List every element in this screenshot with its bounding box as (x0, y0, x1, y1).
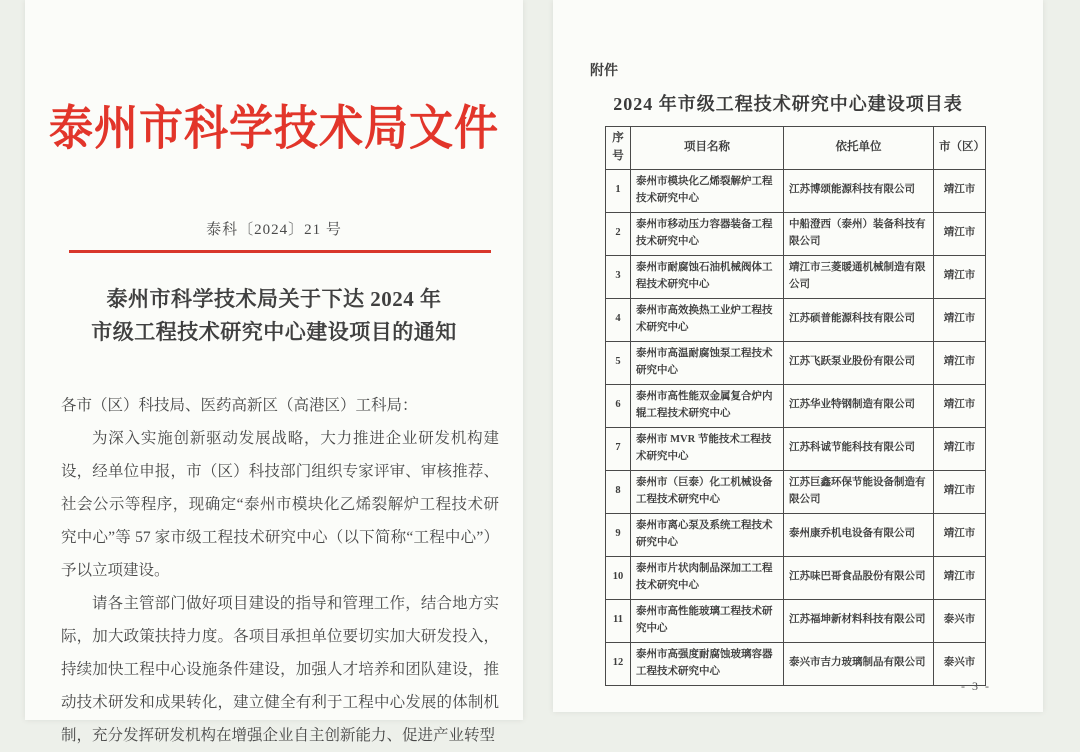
document-body (61, 389, 499, 752)
district: 靖江市 (934, 212, 986, 255)
host-unit: 中船澄西（泰州）装备科技有限公司 (784, 212, 934, 255)
table-row (606, 513, 986, 556)
table-row (606, 427, 986, 470)
host-unit: 江苏福坤新材料科技有限公司 (784, 599, 934, 642)
row-number: 5 (606, 341, 631, 384)
attachment-label: 附件 (590, 64, 618, 79)
row-number: 3 (606, 255, 631, 298)
host-unit: 江苏博颂能源科技有限公司 (784, 169, 934, 212)
document-number: 泰科〔2024〕21 号 (206, 222, 342, 238)
table-row (606, 169, 986, 212)
district: 靖江市 (934, 298, 986, 341)
page-number: - 3 - (961, 679, 991, 693)
projects-table (605, 126, 986, 686)
project-name: 泰州市移动压力容器装备工程技术研究中心 (631, 212, 784, 255)
body-paragraph-2: 请各主管部门做好项目建设的指导和管理工作，结合地方实际，加大政策扶持力度。各项目承担单位要切实加大研发投入，持续加快工程中心设施条件建设，加强人才培养和团队建设，推动技术研发和成果转化，建立健全有利于工程中心发展的体制机制，充分发挥研发机构在增强企业自主创新能力、促进产业转型 (61, 595, 499, 744)
table-row (606, 556, 986, 599)
district: 靖江市 (934, 341, 986, 384)
district: 靖江市 (934, 255, 986, 298)
host-unit: 江苏味巴哥食品股份有限公司 (784, 556, 934, 599)
row-number: 6 (606, 384, 631, 427)
district: 靖江市 (934, 384, 986, 427)
table-title: 2024 年市级工程技术研究中心建设项目表 (613, 94, 963, 114)
row-number: 8 (606, 470, 631, 513)
table-row (606, 642, 986, 685)
project-name: 泰州市高温耐腐蚀泵工程技术研究中心 (631, 341, 784, 384)
header-host-unit: 依托单位 (784, 127, 934, 170)
host-unit: 江苏华业特钢制造有限公司 (784, 384, 934, 427)
host-unit: 江苏硕普能源科技有限公司 (784, 298, 934, 341)
project-name: 泰州市 MVR 节能技术工程技术研究中心 (631, 427, 784, 470)
district: 泰兴市 (934, 642, 986, 685)
project-name: 泰州市离心泵及系统工程技术研究中心 (631, 513, 784, 556)
host-unit: 泰州康乔机电设备有限公司 (784, 513, 934, 556)
project-name: 泰州市（巨泰）化工机械设备工程技术研究中心 (631, 470, 784, 513)
row-number: 1 (606, 169, 631, 212)
document-page-left (25, 0, 523, 744)
agency-letterhead: 泰州市科学技术局文件 (49, 102, 499, 156)
district: 靖江市 (934, 513, 986, 556)
projects-table-body (606, 169, 986, 685)
row-number: 12 (606, 642, 631, 685)
district: 靖江市 (934, 169, 986, 212)
row-number: 9 (606, 513, 631, 556)
district: 靖江市 (934, 470, 986, 513)
district: 泰兴市 (934, 599, 986, 642)
table-row (606, 298, 986, 341)
host-unit: 靖江市三菱暖通机械制造有限公司 (784, 255, 934, 298)
host-unit: 江苏巨鑫环保节能设备制造有限公司 (784, 470, 934, 513)
projects-table-wrap (605, 126, 985, 686)
project-name: 泰州市高效换热工业炉工程技术研究中心 (631, 298, 784, 341)
project-name: 泰州市高性能玻璃工程技术研究中心 (631, 599, 784, 642)
table-row (606, 255, 986, 298)
table-header-row (606, 127, 986, 170)
district: 靖江市 (934, 427, 986, 470)
project-name: 泰州市高性能双金属复合炉内辊工程技术研究中心 (631, 384, 784, 427)
header-district: 市（区） (934, 127, 986, 170)
project-name: 泰州市片状肉制品深加工工程技术研究中心 (631, 556, 784, 599)
host-unit: 江苏科诚节能科技有限公司 (784, 427, 934, 470)
row-number: 7 (606, 427, 631, 470)
table-row (606, 341, 986, 384)
document-title-line2: 市级工程技术研究中心建设项目的通知 (91, 320, 457, 344)
host-unit: 江苏飞跃泵业股份有限公司 (784, 341, 934, 384)
header-seq: 序号 (606, 127, 631, 170)
document-title (25, 283, 523, 349)
document-page-right (553, 0, 1043, 712)
document-title-line1: 泰州市科学技术局关于下达 2024 年 (106, 287, 442, 311)
project-name: 泰州市耐腐蚀石油机械阀体工程技术研究中心 (631, 255, 784, 298)
table-row (606, 212, 986, 255)
row-number: 4 (606, 298, 631, 341)
row-number: 11 (606, 599, 631, 642)
host-unit: 泰兴市吉力玻璃制品有限公司 (784, 642, 934, 685)
table-row (606, 384, 986, 427)
project-name: 泰州市模块化乙烯裂解炉工程技术研究中心 (631, 169, 784, 212)
table-row (606, 470, 986, 513)
salutation: 各市（区）科技局、医药高新区（高港区）工科局： (61, 397, 418, 414)
table-row (606, 599, 986, 642)
header-project-name: 项目名称 (631, 127, 784, 170)
row-number: 10 (606, 556, 631, 599)
letterhead-divider (69, 250, 491, 253)
district: 靖江市 (934, 556, 986, 599)
body-paragraph-1: 为深入实施创新驱动发展战略，大力推进企业研发机构建设，经单位申报，市（区）科技部门组织专家评审、审核推荐、社会公示等程序，现确定“泰州市模块化乙烯裂解炉工程技术研究中心”等 57 家市级工程技术研究中心（以下简称“工程中心”）予以立项建设。 (61, 430, 499, 579)
project-name: 泰州市高强度耐腐蚀玻璃容器工程技术研究中心 (631, 642, 784, 685)
row-number: 2 (606, 212, 631, 255)
